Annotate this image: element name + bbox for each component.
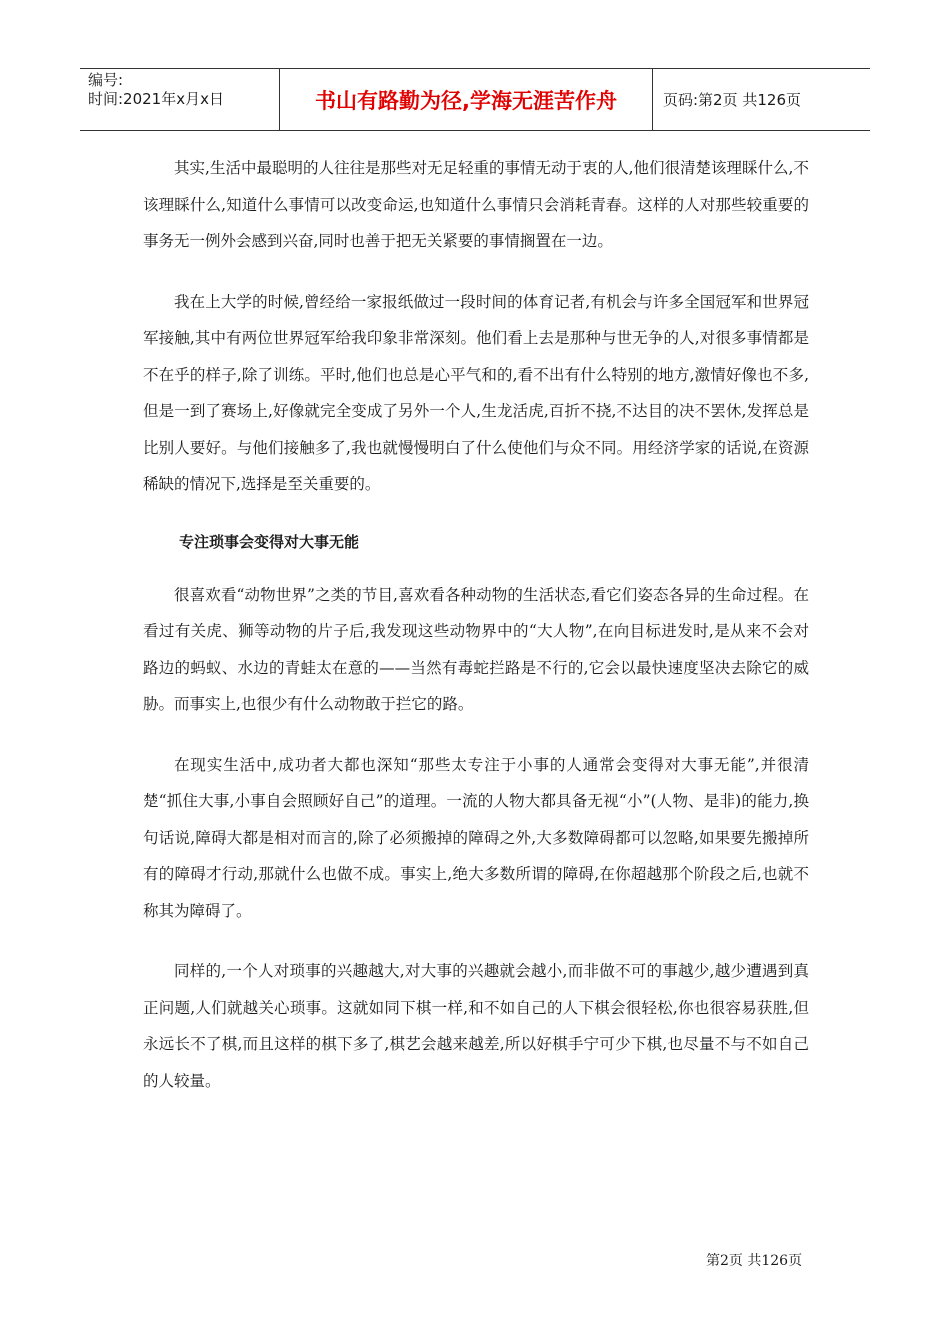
header-motto: 书山有路勤为径,学海无涯苦作舟 — [280, 69, 653, 130]
time-label: 时间:2021年x月x日 — [88, 90, 224, 108]
header-page-number: 页码:第2页 共126页 — [663, 91, 801, 109]
paragraph-2: 我在上大学的时候,曾经给一家报纸做过一段时间的体育记者,有机会与许多全国冠军和世界冠军接触,其中有两位世界冠军给我印象非常深刻。他们看上去是那种与世无争的人,对很多事情都是不在乎的样子,除了训练。平时,他们也总是心平气和的,看不出有什么特别的地方,激情好像也不多,但是一到了赛场上,好像就完全变成了另外一个人,生龙活虎,百折不挠,不达目的决不罢休,发挥总是比别人要好。与他们接触多了,我也就慢慢明白了什么使他们与众不同。用经济学家的话说,在资源稀缺的情况下,选择是至关重要的。 — [143, 292, 809, 493]
page-header — [80, 68, 870, 131]
section-heading: 专注琐事会变得对大事无能 — [179, 532, 360, 551]
paragraph-5: 同样的,一个人对琐事的兴趣越大,对大事的兴趣就会越小,而非做不可的事越少,越少遭遇到真正问题,人们就越关心琐事。这就如同下棋一样,和不如自己的人下棋会很轻松,你也很容易获胜,但永远长不了棋,而且这样的棋下多了,棋艺会越来越差,所以好棋手宁可少下棋,也尽量不与不如自己的人较量。 — [143, 962, 809, 1090]
paragraph-4: 在现实生活中,成功者大都也深知“那些太专注于小事的人通常会变得对大事无能”,并很清楚“抓住大事,小事自会照顾好自己”的道理。一流的人物大都具备无视“小”(人物、是非)的能力,换句话说,障碍大都是相对而言的,除了必须搬掉的障碍之外,大多数障碍都可以忽略,如果要先搬掉所有的障碍才行动,那就什么也做不成。事实上,绝大多数所谓的障碍,在你超越那个阶段之后,也就不称其为障碍了。 — [143, 755, 809, 920]
header-meta — [80, 69, 280, 130]
document-body — [143, 150, 809, 1123]
serial-label: 编号: — [88, 71, 124, 89]
paragraph-1: 其实,生活中最聪明的人往往是那些对无足轻重的事情无动于衷的人,他们很清楚该理睬什么,不该理睬什么,知道什么事情可以改变命运,也知道什么事情只会消耗青春。这样的人对那些较重要的事务无一例外会感到兴奋,同时也善于把无关紧要的事情搁置在一边。 — [143, 159, 809, 250]
paragraph-3: 很喜欢看“动物世界”之类的节目,喜欢看各种动物的生活状态,看它们姿态各异的生命过程。在看过有关虎、狮等动物的片子后,我发现这些动物界中的“大人物”,在向目标进发时,是从来不会对路边的蚂蚁、水边的青蛙太在意的——当然有毒蛇拦路是不行的,它会以最快速度坚决去除它的威胁。而事实上,也很少有什么动物敢于拦它的路。 — [143, 585, 809, 713]
page-footer: 第2页 共126页 — [706, 1253, 803, 1269]
